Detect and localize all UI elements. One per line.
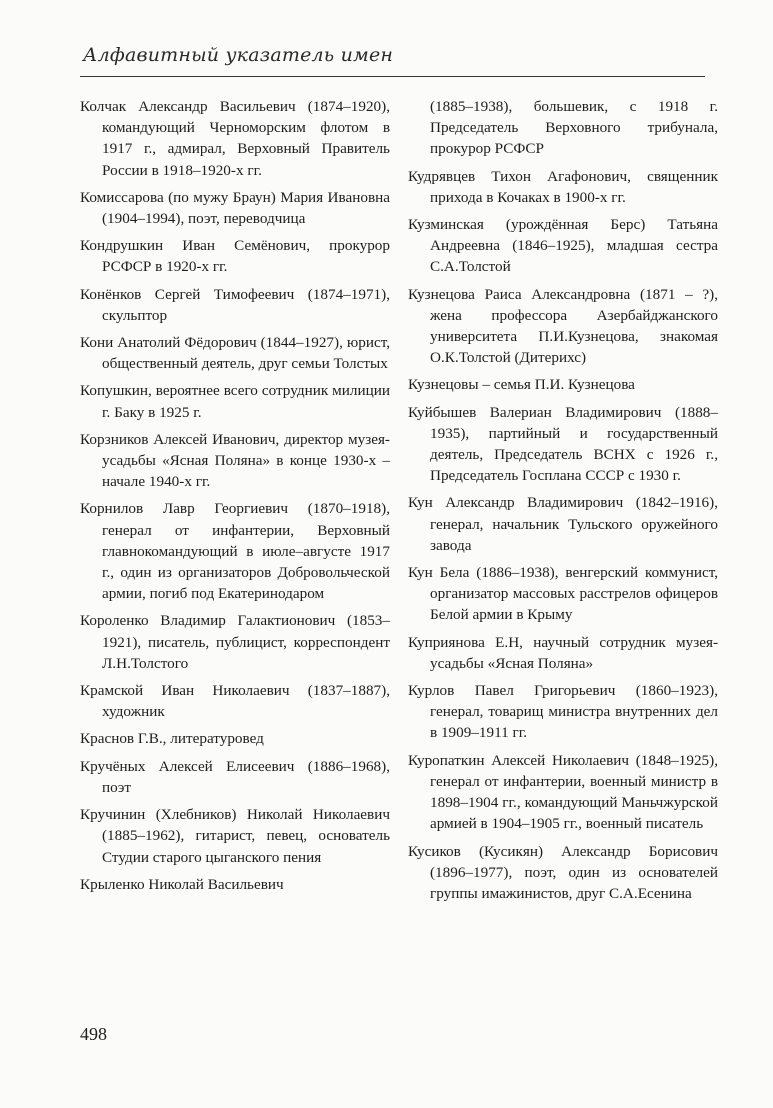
index-entry: Кудрявцев Тихон Агафонович, священник прихода в Кочаках в 1900-х гг. xyxy=(408,167,718,206)
index-entry: Кун Александр Владимирович (1842–1916), генерал, начальник Тульского оружейного завода xyxy=(408,494,718,554)
index-entry: Кондрушкин Иван Семёнович, прокурор РСФСР в 1920-х гг. xyxy=(80,237,390,276)
index-entry: Кузминская (урождённая Берс) Татьяна Андреевна (1846–1925), младшая сестра С.А.Толстой xyxy=(408,216,718,276)
header-rule xyxy=(80,76,705,77)
index-entry: Крамской Иван Николаевич (1837–1887), художник xyxy=(80,682,390,721)
index-entry: Копушкин, вероятнее всего сотрудник милиции г. Баку в 1925 г. xyxy=(80,382,390,421)
index-entry: Кузнецова Раиса Александровна (1871 – ?), жена профессора Азербайджанского университета П.И.Кузнецова, знакомая О.К.Толстой (Дитерихс) xyxy=(408,285,718,367)
index-entry: Комиссарова (по мужу Браун) Мария Ивановна (1904–1994), поэт, переводчица xyxy=(80,188,390,228)
index-entry: Куйбышев Валериан Владимирович (1888–1935), партийный и государственный деятель, Председатель ВСНХ с 1926 г., Председатель Госплана СССР с 1930 г. xyxy=(408,403,718,485)
index-entry: Корнилов Лавр Георгиевич (1870–1918), генерал от инфантерии, Верховный главнокомандующий в июле–августе 1917 г., один из организаторов Добровольческой армии, погиб под Екатеринодаром xyxy=(80,500,390,603)
index-entry: Конёнков Сергей Тимофеевич (1874–1971), скульптор xyxy=(80,285,390,324)
index-entry: Кони Анатолий Фёдорович (1844–1927), юрист, общественный деятель, друг семьи Толстых xyxy=(80,334,390,373)
index-entry: Куприянова Е.Н, научный сотрудник музея-усадьбы «Ясная Поляна» xyxy=(408,633,718,672)
index-entry: Корзников Алексей Иванович, директор музея-усадьбы «Ясная Поляна» в конце 1930-х – начале 1940-х гг. xyxy=(80,430,390,491)
index-entry: Крыленко Николай Васильевич xyxy=(80,875,284,893)
index-entry: Краснов Г.В., литературовед xyxy=(80,730,264,748)
running-title: Алфавитный указатель имен xyxy=(83,44,394,66)
index-entry: Короленко Владимир Галактионович (1853–1921), писатель, публицист, корреспондент Л.Н.Толстого xyxy=(80,612,390,672)
page-number: 498 xyxy=(80,1024,107,1044)
left-column xyxy=(80,96,390,895)
index-entry: Куропаткин Алексей Николаевич (1848–1925), генерал от инфантерии, военный министр в 1898–1904 гг., командующий Маньчжурской армией в 1904–1905 гг., военный писатель xyxy=(408,751,718,833)
index-entry: Кусиков (Кусикян) Александр Борисович (1896–1977), поэт, один из основателей группы имажинистов, друг С.А.Есенина xyxy=(408,842,718,902)
right-column xyxy=(408,96,718,910)
index-entry: Колчак Александр Васильевич (1874–1920), командующий Черноморским флотом в 1917 г., адмирал, Верховный Правитель России в 1918–1920-х гг. xyxy=(80,98,390,179)
index-entry: Курлов Павел Григорьевич (1860–1923), генерал, товарищ министра внутренних дел в 1909–1911 гг. xyxy=(408,682,718,742)
index-entry: Кун Бела (1886–1938), венгерский коммунист, организатор массовых расстрелов офицеров Белой армии в Крыму xyxy=(408,564,718,624)
index-entry: Кручёных Алексей Елисеевич (1886–1968), поэт xyxy=(80,757,390,796)
index-entry: Кузнецовы – семья П.И. Кузнецова xyxy=(408,376,635,394)
index-entry: Кручинин (Хлебников) Николай Николаевич (1885–1962), гитарист, певец, основатель Студии старого цыганского пения xyxy=(80,806,390,866)
index-entry-continuation: (1885–1938), большевик, с 1918 г. Председатель Верховного трибунала, прокурор РСФСР xyxy=(430,98,718,158)
